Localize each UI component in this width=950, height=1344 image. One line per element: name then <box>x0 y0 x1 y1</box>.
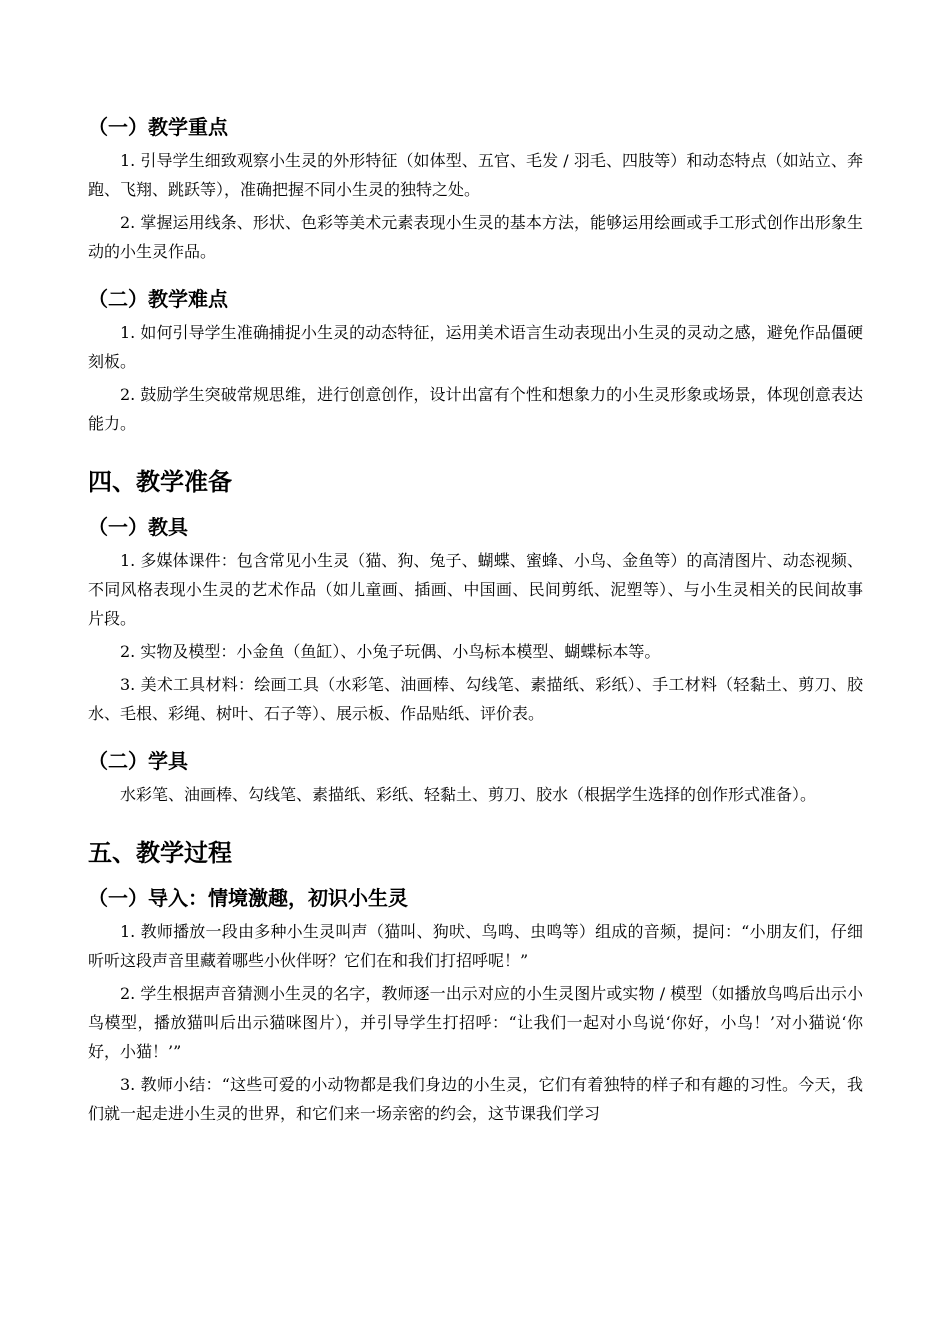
paragraph: 3. 教师小结：“这些可爱的小动物都是我们身边的小生灵，它们有着独特的样子和有趣的习性。今天，我们就一起走进小生灵的世界，和它们来一场亲密的约会，这节课我们学习 <box>88 1075 863 1123</box>
paragraph: 1. 多媒体课件：包含常见小生灵（猫、狗、兔子、蝴蝶、蜜蜂、小鸟、金鱼等）的高清图片、动态视频、不同风格表现小生灵的艺术作品（如儿童画、插画、中国画、民间剪纸、泥塑等）、与小生灵相关的民间故事片段。 <box>88 551 863 628</box>
paragraph: 2. 鼓励学生突破常规思维，进行创意创作，设计出富有个性和想象力的小生灵形象或场景，体现创意表达能力。 <box>88 385 863 433</box>
document-page <box>88 112 863 1132</box>
paragraph: 1. 引导学生细致观察小生灵的外形特征（如体型、五官、毛发 / 羽毛、四肢等）和动态特点（如站立、奔跑、飞翔、跳跃等），准确把握不同小生灵的独特之处。 <box>88 151 863 199</box>
paragraph: 1. 如何引导学生准确捕捉小生灵的动态特征，运用美术语言生动表现出小生灵的灵动之感，避免作品僵硬刻板。 <box>88 323 863 371</box>
paragraph: 2. 实物及模型：小金鱼（鱼缸）、小兔子玩偶、小鸟标本模型、蝴蝶标本等。 <box>120 642 661 661</box>
heading-teaching-difficulty: （二）教学难点 <box>88 287 228 311</box>
paragraph: 水彩笔、油画棒、勾线笔、素描纸、彩纸、轻黏土、剪刀、胶水（根据学生选择的创作形式准备）。 <box>120 785 817 804</box>
paragraph: 2. 掌握运用线条、形状、色彩等美术元素表现小生灵的基本方法，能够运用绘画或手工形式创作出形象生动的小生灵作品。 <box>88 213 863 261</box>
paragraph: 3. 美术工具材料：绘画工具（水彩笔、油画棒、勾线笔、素描纸、彩纸）、手工材料（轻黏土、剪刀、胶水、毛根、彩绳、树叶、石子等）、展示板、作品贴纸、评价表。 <box>88 675 863 723</box>
heading-teaching-focus: （一）教学重点 <box>88 115 228 139</box>
paragraph: 2. 学生根据声音猜测小生灵的名字，教师逐一出示对应的小生灵图片或实物 / 模型（如播放鸟鸣后出示小鸟模型，播放猫叫后出示猫咪图片），并引导学生打招呼：“让我们一起对小鸟说‘你好，小鸟！’对小猫说‘你好，小猫！’” <box>88 984 863 1061</box>
heading-student-tools: （二）学具 <box>88 749 188 773</box>
section-heading-process: 五、教学过程 <box>88 839 232 867</box>
paragraph: 1. 教师播放一段由多种小生灵叫声（猫叫、狗吠、鸟鸣、虫鸣等）组成的音频，提问：“小朋友们，仔细听听这段声音里藏着哪些小伙伴呀？它们在和我们打招呼呢！” <box>88 922 863 970</box>
section-heading-preparation: 四、教学准备 <box>88 468 232 496</box>
heading-teaching-aids: （一）教具 <box>88 515 188 539</box>
heading-introduction: （一）导入：情境激趣，初识小生灵 <box>88 886 408 910</box>
